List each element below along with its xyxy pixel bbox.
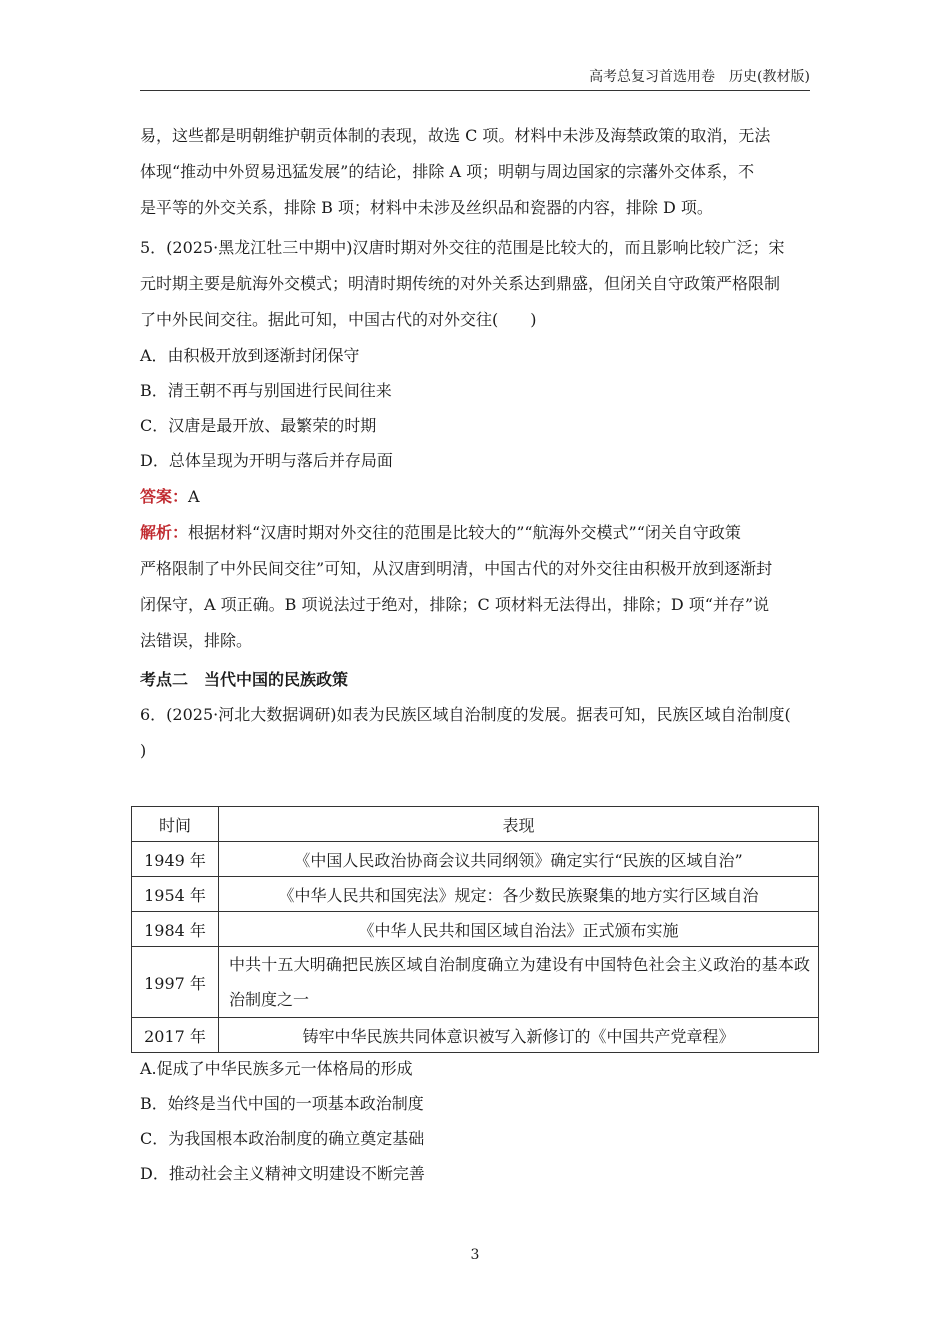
table-cell-event: 铸牢中华民族共同体意识被写入新修订的《中国共产党章程》 — [219, 1018, 819, 1053]
q5-option-a: A．由积极开放到逐渐封闭保守 — [140, 346, 360, 365]
q5-option-d: D．总体呈现为开明与落后并存局面 — [140, 451, 393, 470]
table-header-time: 时间 — [132, 807, 219, 842]
q5-analysis-line-1 — [140, 515, 812, 551]
q6-option-b: B．始终是当代中国的一项基本政治制度 — [140, 1094, 424, 1113]
q6-option-c: C．为我国根本政治制度的确立奠定基础 — [140, 1129, 425, 1148]
table-cell-year: 1949 年 — [132, 842, 219, 877]
table-cell-event: 中共十五大明确把民族区域自治制度确立为建设有中国特色社会主义政治的基本政治制度之一 — [219, 947, 819, 1018]
q5-analysis-line-4: 法错误，排除。 — [140, 631, 253, 650]
table-row — [132, 947, 819, 1018]
prev-analysis-line-2: 体现“推动中外贸易迅猛发展”的结论，排除 A 项；明朝与周边国家的宗藩外交体系，不 — [140, 162, 755, 181]
q6-stem-line-2: ) — [140, 741, 147, 760]
prev-analysis-line-3: 是平等的外交关系，排除 B 项；材料中未涉及丝织品和瓷器的内容，排除 D 项。 — [140, 198, 713, 217]
q5-answer — [140, 479, 812, 515]
table-cell-year: 1954 年 — [132, 877, 219, 912]
q5-option-c: C．汉唐是最开放、最繁荣的时期 — [140, 416, 377, 435]
q5-option-b: B．清王朝不再与别国进行民间往来 — [140, 381, 392, 400]
q5-stem-line-1: 5．(2025·黑龙江牡三中期中)汉唐时期对外交往的范围是比较大的，而且影响比较广泛；宋 — [140, 238, 785, 257]
section-title: 考点二 当代中国的民族政策 — [140, 670, 349, 689]
table-cell-event: 《中国人民政治协商会议共同纲领》确定实行“民族的区域自治” — [219, 842, 819, 877]
q5-analysis-line-3: 闭保守，A 项正确。B 项说法过于绝对，排除；C 项材料无法得出，排除；D 项“并存”说 — [140, 595, 770, 614]
analysis-label: 解析： — [140, 523, 189, 542]
prev-analysis-line-1: 易，这些都是明朝维护朝贡体制的表现，故选 C 项。材料中未涉及海禁政策的取消，无法 — [140, 126, 771, 145]
table-cell-event: 《中华人民共和国区域自治法》正式颁布实施 — [219, 912, 819, 947]
table-row — [132, 1018, 819, 1053]
analysis-text: 根据材料“汉唐时期对外交往的范围是比较大的”“航海外交模式”“闭关自守政策 — [188, 523, 741, 542]
answer-value: A — [188, 487, 200, 506]
table-cell-event: 《中华人民共和国宪法》规定：各少数民族聚集的地方实行区域自治 — [219, 877, 819, 912]
table-row — [132, 842, 819, 877]
page-header: 高考总复习首选用卷 历史(教材版) — [140, 66, 810, 91]
page-number: 3 — [470, 1247, 480, 1263]
q5-stem-line-3: 了中外民间交往。据此可知，中国古代的对外交往( ) — [140, 310, 537, 329]
q6-stem-line-1: 6．(2025·河北大数据调研)如表为民族区域自治制度的发展。据表可知，民族区域自治制度( — [140, 705, 791, 724]
table-cell-year: 1984 年 — [132, 912, 219, 947]
table-row — [132, 877, 819, 912]
table-header-performance: 表现 — [219, 807, 819, 842]
q5-stem-line-2: 元时期主要是航海外交模式；明清时期传统的对外关系达到鼎盛，但闭关自守政策严格限制 — [140, 274, 781, 293]
table-row — [132, 912, 819, 947]
table-header-row — [132, 807, 819, 842]
development-table — [131, 806, 819, 1053]
table-cell-year: 2017 年 — [132, 1018, 219, 1053]
answer-label: 答案： — [140, 487, 189, 506]
q5-analysis-line-2: 严格限制了中外民间交往”可知，从汉唐到明清，中国古代的对外交往由积极开放到逐渐封 — [140, 559, 773, 578]
q6-option-d: D．推动社会主义精神文明建设不断完善 — [140, 1164, 425, 1183]
q6-option-a: A.促成了中华民族多元一体格局的形成 — [140, 1059, 413, 1078]
table-cell-year: 1997 年 — [132, 947, 219, 1018]
